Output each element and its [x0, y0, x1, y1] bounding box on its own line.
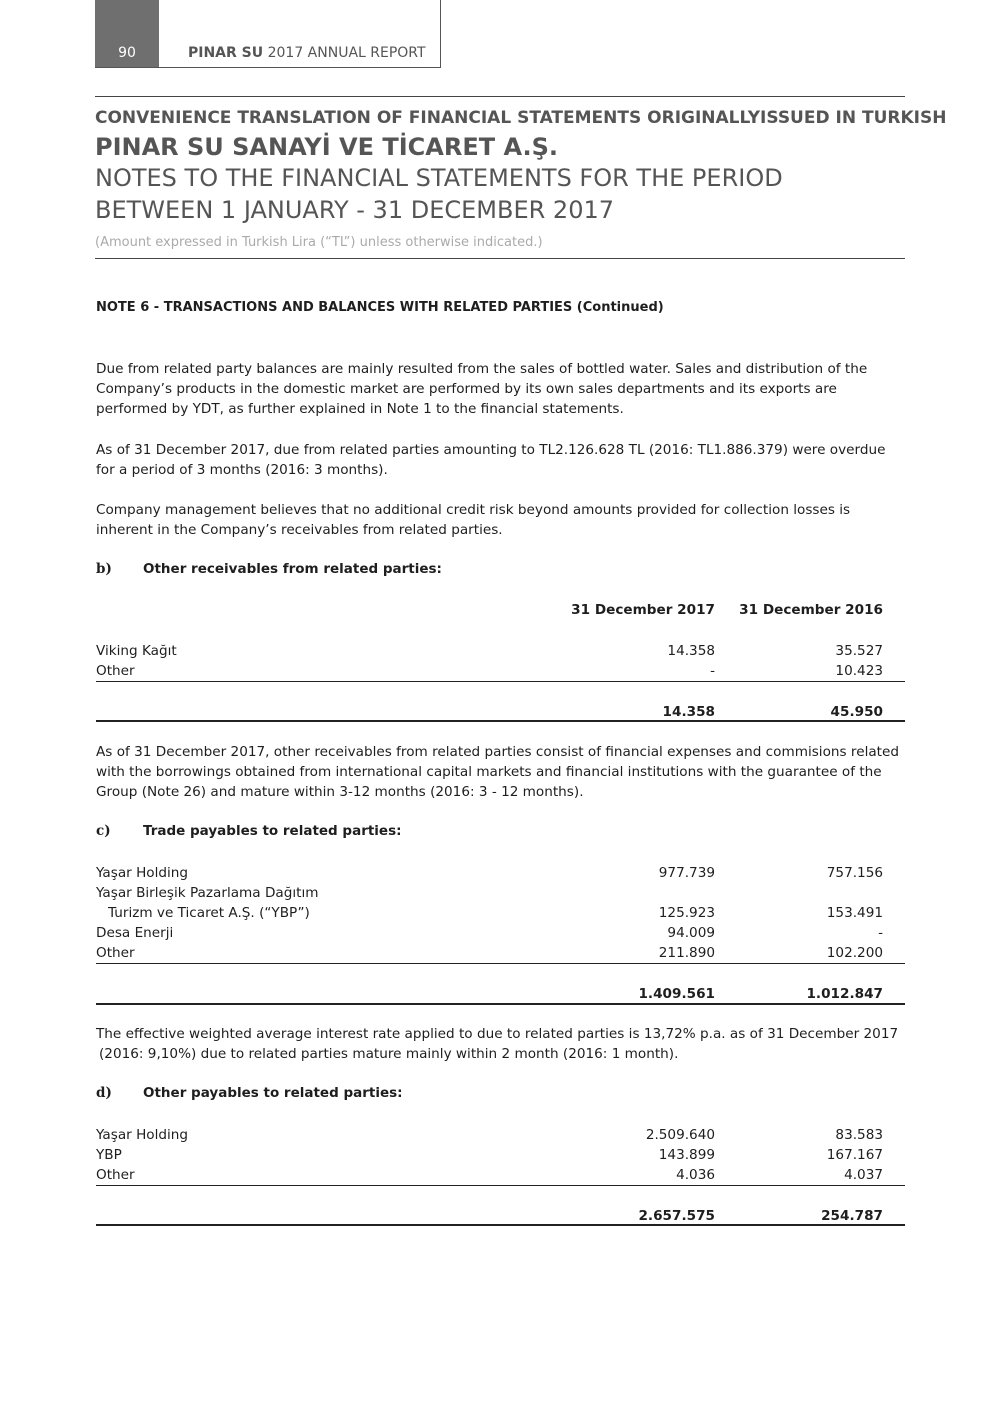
row-label: Yaşar Holding	[96, 1127, 189, 1143]
row-label: Yaşar Birleşik Pazarlama Dağıtım	[96, 885, 319, 901]
value-2017: 977.739	[658, 865, 715, 881]
table-row	[96, 1125, 905, 1145]
column-header-2017: 31 December 2017	[571, 602, 715, 618]
subtotal-rule	[96, 963, 905, 964]
total-rule	[96, 1003, 905, 1005]
value-2017: 143.899	[658, 1147, 715, 1163]
value-2016: -	[878, 925, 883, 941]
notes-title-line2: BETWEEN 1 JANUARY - 31 DECEMBER 2017	[95, 196, 615, 224]
value-2016: 167.167	[826, 1147, 883, 1163]
total-row	[96, 702, 905, 722]
page-header	[95, 0, 441, 68]
table-row	[96, 883, 905, 903]
value-2016: 83.583	[835, 1127, 883, 1143]
table-row	[96, 923, 905, 943]
value-2017: 2.509.640	[645, 1127, 715, 1143]
value-2016: 10.423	[835, 663, 883, 679]
total-rule	[96, 1224, 905, 1226]
value-2017: 4.036	[676, 1167, 715, 1183]
value-2017: 14.358	[667, 643, 715, 659]
row-label: Desa Enerji	[96, 925, 174, 941]
subtotal-rule	[96, 1185, 905, 1186]
row-label: Viking Kağıt	[96, 643, 177, 659]
table-row	[96, 1165, 905, 1185]
total-row	[96, 1206, 905, 1226]
row-label: Other	[96, 1167, 135, 1183]
total-2017: 2.657.575	[638, 1208, 715, 1224]
row-label: Other	[96, 945, 135, 961]
section-c-letter: c)	[96, 823, 111, 839]
total-2016: 1.012.847	[806, 986, 883, 1002]
page-number: 90	[95, 0, 159, 67]
section-d-letter: d)	[96, 1085, 112, 1101]
value-2017: 125.923	[658, 905, 715, 921]
column-header-2016: 31 December 2016	[739, 602, 883, 618]
section-b-title: Other receivables from related parties:	[143, 561, 442, 577]
note-title: NOTE 6 - TRANSACTIONS AND BALANCES WITH RELATED PARTIES (Continued)	[96, 300, 664, 315]
paragraph-overdue: As of 31 December 2017, due from related parties amounting to TL2.126.628 TL (2016: TL1.886.379) were overdue for a period of 3 months (2016: 3 months).	[96, 442, 886, 478]
row-label: Other	[96, 663, 135, 679]
paragraph-other-receivables: As of 31 December 2017, other receivables from related parties consist of financial expenses and commisions related with the borrowings obtained from international capital markets and financial institutions with the guarantee of the Group (Note 26) and mature within 3-12 months (2016: 3 - 12 months).	[96, 744, 899, 800]
total-2016: 45.950	[830, 704, 883, 720]
currency-note: (Amount expressed in Turkish Lira (“TL”) unless otherwise indicated.)	[95, 235, 543, 250]
section-d-title: Other payables to related parties:	[143, 1085, 403, 1101]
section-d-heading	[96, 1085, 403, 1101]
total-2016: 254.787	[821, 1208, 883, 1224]
section-b-letter: b)	[96, 561, 112, 577]
paragraph-interest-rate-cont: (2016: 9,10%) due to related parties mature mainly within 2 month (2016: 1 month).	[99, 1046, 679, 1062]
report-title-rest: 2017 ANNUAL REPORT	[263, 45, 426, 61]
section-c-title: Trade payables to related parties:	[143, 823, 402, 839]
total-rule	[96, 720, 905, 722]
value-2016: 153.491	[826, 905, 883, 921]
row-label: YBP	[96, 1147, 122, 1163]
total-2017: 1.409.561	[638, 986, 715, 1002]
paragraph-credit-risk: Company management believes that no additional credit risk beyond amounts provided for collection losses is inherent in the Company’s receivables from related parties.	[96, 502, 851, 538]
table-row	[96, 661, 905, 681]
column-headers	[96, 600, 905, 620]
table-row	[96, 943, 905, 963]
report-brand: PINAR SU	[188, 45, 264, 61]
table-row	[96, 903, 905, 923]
notes-title-line1: NOTES TO THE FINANCIAL STATEMENTS FOR THE PERIOD	[95, 164, 783, 192]
translation-note: CONVENIENCE TRANSLATION OF FINANCIAL STATEMENTS ORIGINALLYISSUED IN TURKISH	[95, 108, 947, 128]
row-label: Yaşar Holding	[96, 865, 189, 881]
row-label: Turizm ve Ticaret A.Ş. (“YBP”)	[108, 905, 310, 921]
value-2017: -	[710, 663, 715, 679]
section-c-heading	[96, 823, 402, 839]
total-row	[96, 984, 905, 1004]
paragraph-interest-rate: The effective weighted average interest rate applied to due to related parties is 13,72% p.a. as of 31 December 2017	[96, 1026, 899, 1042]
title-top-rule	[95, 96, 905, 97]
report-title	[188, 45, 426, 61]
company-name: PINAR SU SANAYİ VE TİCARET A.Ş.	[95, 133, 558, 161]
total-2017: 14.358	[662, 704, 715, 720]
table-row	[96, 641, 905, 661]
subtotal-rule	[96, 681, 905, 682]
value-2016: 757.156	[826, 865, 883, 881]
value-2016: 4.037	[844, 1167, 883, 1183]
table-row	[96, 1145, 905, 1165]
value-2016: 35.527	[835, 643, 883, 659]
table-row	[96, 863, 905, 883]
value-2017: 211.890	[658, 945, 715, 961]
section-b-heading	[96, 561, 442, 577]
value-2016: 102.200	[826, 945, 883, 961]
paragraph-due-from: Due from related party balances are mainly resulted from the sales of bottled water. Sales and distribution of the Company’s products in the domestic market are performed by its own sales departments and its exports are performed by YDT, as further explained in Note 1 to the financial statements.	[96, 361, 868, 417]
value-2017: 94.009	[667, 925, 715, 941]
title-bottom-rule	[95, 258, 905, 259]
